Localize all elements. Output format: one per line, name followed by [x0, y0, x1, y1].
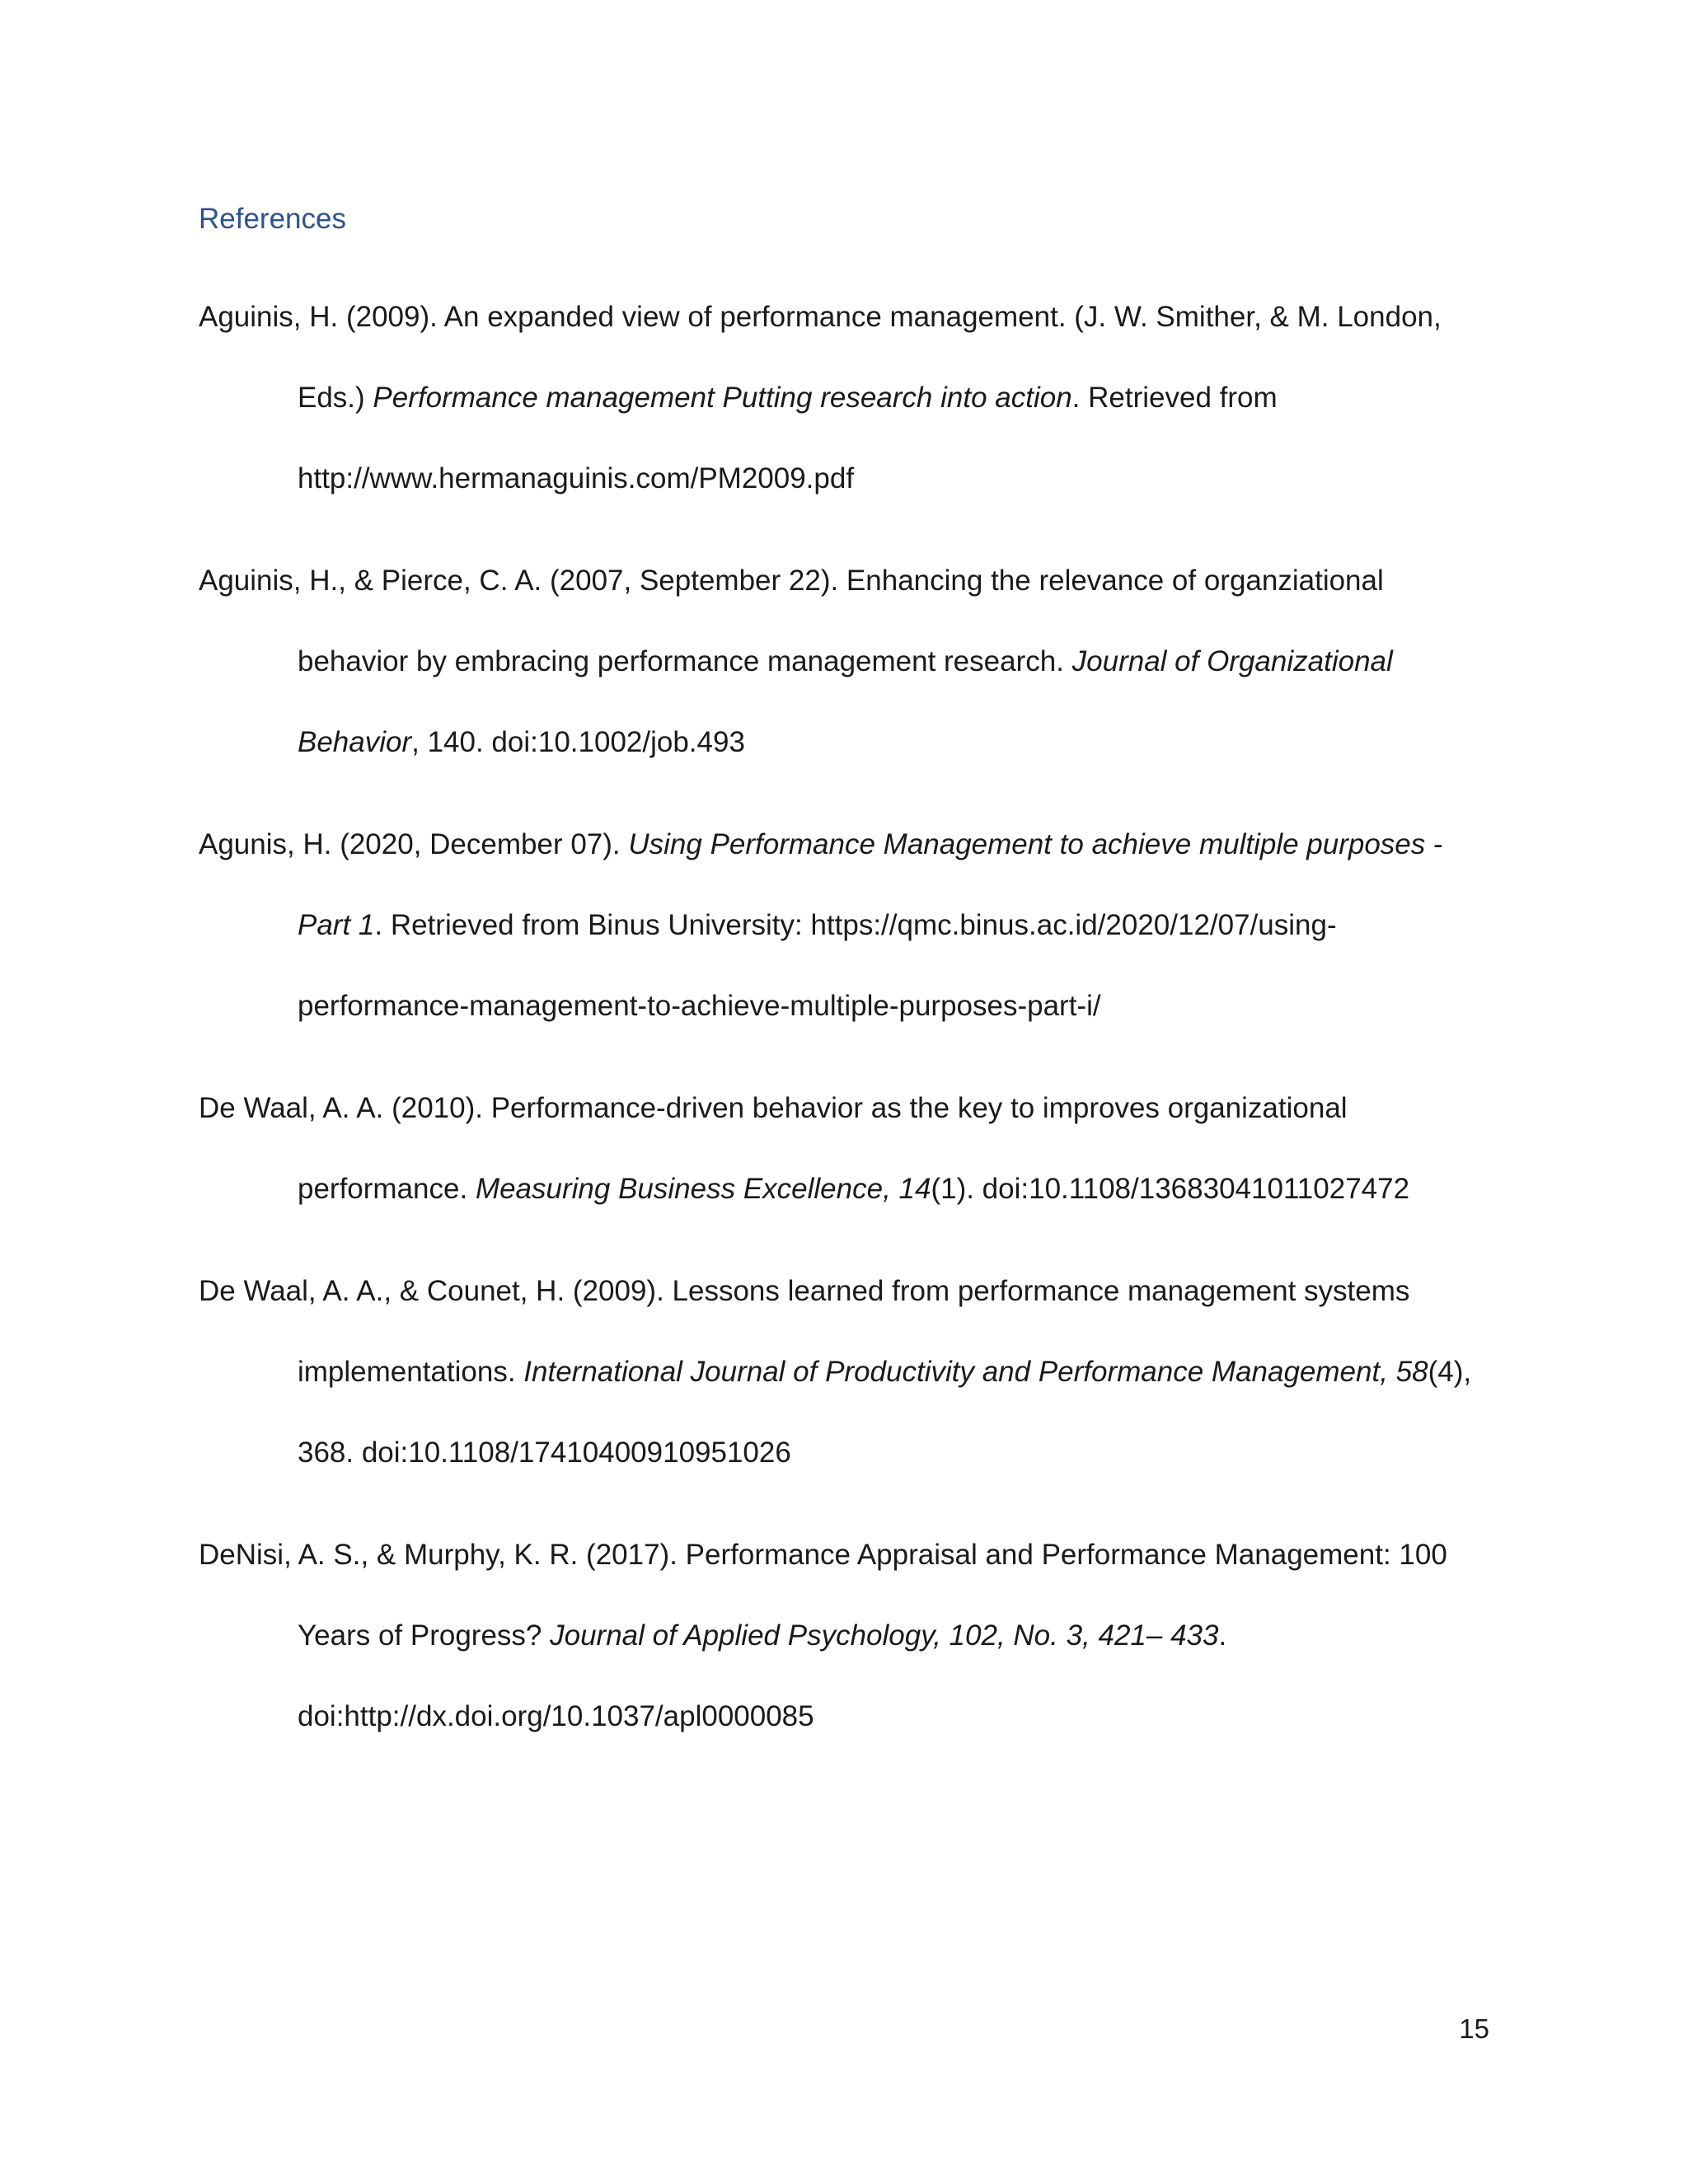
reference-entry-dewaal-2010 [199, 1068, 1501, 1230]
reference-url: http://www.hermanaguinis.com/PM2009.pdf [298, 462, 855, 494]
reference-entry-agunis-2020 [199, 804, 1501, 1047]
reference-journal-italic: Journal of Applied Psychology, 102, No. 3, 421– 433 [550, 1619, 1219, 1652]
reference-text: DeNisi, A. S., & Murphy, K. R. (2017). Performance Appraisal and Performance Management: 100 Years of Progress? [199, 1539, 1447, 1652]
reference-entry-aguinis-2009 [199, 277, 1501, 519]
reference-text: Aguinis, H., & Pierce, C. A. (2007, September 22). Enhancing the relevance of organziational behavior by embracing performance management research. [199, 565, 1384, 677]
reference-text: . Retrieved from [1071, 382, 1278, 414]
reference-text: De Waal, A. A., & Counet, H. (2009). Lessons learned from performance management systems implementations. [199, 1275, 1410, 1388]
reference-text: . Retrieved from Binus University: https://qmc.binus.ac.id/2020/12/07/using-performance-management-to-achieve-multiple-purposes-part-i/ [298, 909, 1337, 1022]
reference-entry-denisi-murphy-2017 [199, 1515, 1501, 1757]
reference-text: , 140. doi:10.1002/job.493 [411, 726, 745, 758]
reference-text: Aguinis, H. (2009). An expanded view of performance management. (J. W. Smither, & M. London, Eds.) [199, 301, 1442, 414]
reference-journal-italic: Measuring Business Excellence, 14 [475, 1173, 931, 1205]
references-heading: References [199, 203, 346, 235]
reference-title-italic: Using Performance Management to achieve multiple purposes [628, 828, 1426, 860]
reference-journal-italic: Journal of Organizational Behavior [298, 645, 1393, 758]
reference-text: De Waal, A. A. (2010). Performance-driven behavior as the key to improves organizational performance. [199, 1092, 1348, 1205]
page-number: 15 [1459, 2013, 1489, 2044]
reference-text: . doi:http://dx.doi.org/10.1037/apl0000085 [298, 1619, 1227, 1732]
reference-entry-aguinis-pierce-2007 [199, 541, 1501, 783]
reference-text: (1). doi:10.1108/13683041011027472 [931, 1173, 1410, 1205]
reference-text: - [1425, 828, 1443, 860]
reference-title-italic: Performance management Putting research into action [373, 382, 1072, 414]
reference-journal-italic: International Journal of Productivity and Performance Management, 58 [523, 1356, 1428, 1388]
reference-text: (4), 368. doi:10.1108/17410400910951026 [298, 1356, 1472, 1469]
reference-text: Agunis, H. (2020, December 07). [199, 828, 629, 860]
reference-part-italic: Part 1 [298, 909, 375, 941]
reference-list [199, 277, 1501, 1779]
reference-entry-dewaal-counet-2009 [199, 1251, 1501, 1493]
